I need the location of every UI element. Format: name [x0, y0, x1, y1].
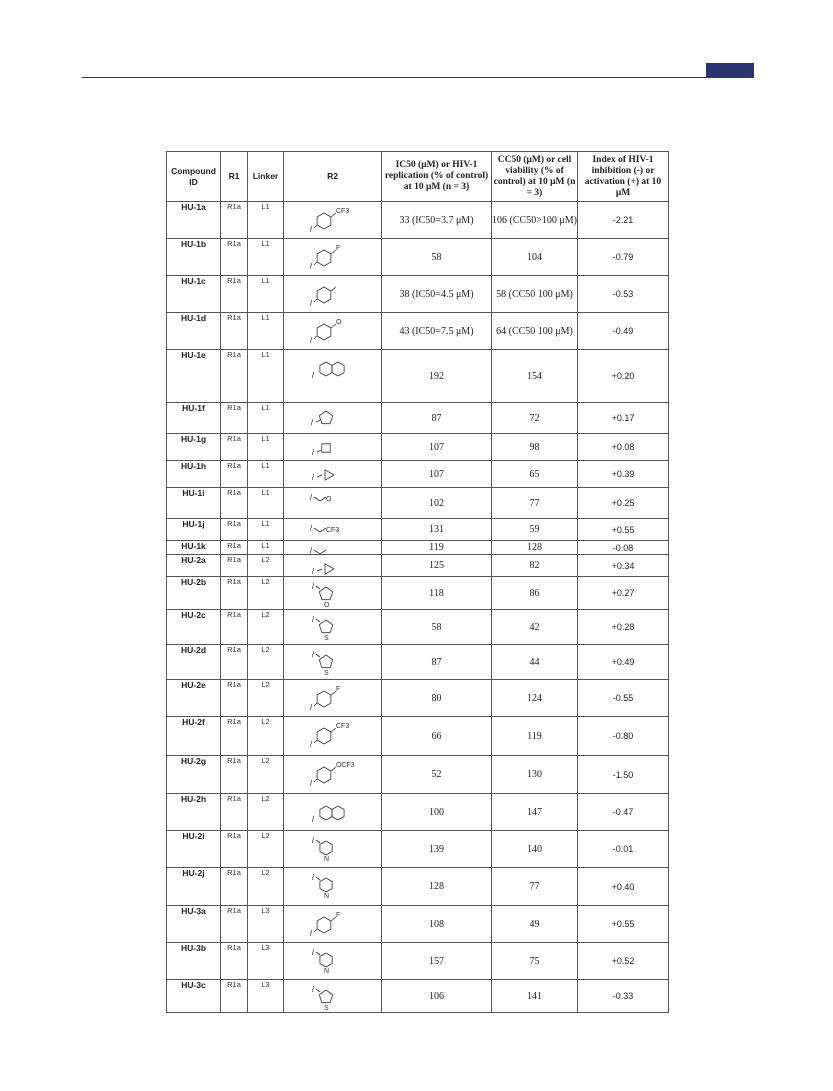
ic50-cell: 38 (IC50=4.5 μM) — [382, 276, 492, 313]
linker-cell: L1 — [248, 313, 284, 350]
r2-structure-cell — [284, 645, 382, 680]
r2-structure-cell — [284, 541, 382, 555]
index-cell: +0.40 — [578, 868, 669, 906]
r2-structure-cell — [284, 350, 382, 403]
ic50-cell: 107 — [382, 461, 492, 488]
cc50-cell: 65 — [492, 461, 578, 488]
compound-table — [166, 151, 669, 1013]
compound-id-cell: HU-1e — [167, 350, 221, 403]
table-row — [167, 906, 669, 943]
index-cell: +0.55 — [578, 519, 669, 541]
table-row — [167, 313, 669, 350]
cc50-cell: 124 — [492, 680, 578, 717]
table-row — [167, 980, 669, 1013]
ic50-cell: 106 — [382, 980, 492, 1013]
compound-id-cell: HU-2a — [167, 555, 221, 577]
cc50-cell: 77 — [492, 868, 578, 906]
ic50-cell: 66 — [382, 717, 492, 756]
compound-id-cell: HU-2j — [167, 868, 221, 906]
r1-cell: R1a — [221, 645, 248, 680]
index-cell: -0.33 — [578, 980, 669, 1013]
header-rule — [82, 77, 754, 78]
compound-id-cell: HU-1j — [167, 519, 221, 541]
svg-text:CF3: CF3 — [336, 723, 350, 730]
r2-structure-cell — [284, 313, 382, 350]
cc50-cell: 147 — [492, 794, 578, 831]
index-cell: +0.55 — [578, 906, 669, 943]
linker-cell: L1 — [248, 403, 284, 434]
ic50-cell: 128 — [382, 868, 492, 906]
index-cell: -0.08 — [578, 541, 669, 555]
header-r1: R1 — [221, 152, 248, 202]
index-cell: +0.20 — [578, 350, 669, 403]
index-cell: -0.79 — [578, 239, 669, 276]
r1-cell: R1a — [221, 831, 248, 868]
ic50-cell: 119 — [382, 541, 492, 555]
cc50-cell: 128 — [492, 541, 578, 555]
svg-text:F: F — [336, 686, 341, 693]
r1-cell: R1a — [221, 403, 248, 434]
table-row — [167, 610, 669, 645]
r1-cell: R1a — [221, 276, 248, 313]
table-row — [167, 645, 669, 680]
r2-structure-cell — [284, 434, 382, 461]
table-row — [167, 276, 669, 313]
table-row — [167, 434, 669, 461]
compound-id-cell: HU-1i — [167, 488, 221, 519]
r1-cell: R1a — [221, 202, 248, 239]
svg-text:O: O — [336, 319, 342, 326]
linker-cell: L2 — [248, 645, 284, 680]
linker-cell: L2 — [248, 831, 284, 868]
compound-id-cell: HU-1c — [167, 276, 221, 313]
r2-structure-cell — [284, 488, 382, 519]
r2-structure-cell — [284, 239, 382, 276]
table-row — [167, 202, 669, 239]
table-row — [167, 717, 669, 756]
cc50-cell: 130 — [492, 756, 578, 794]
svg-text:O: O — [324, 602, 330, 609]
linker-cell: L2 — [248, 680, 284, 717]
compound-id-cell: HU-2h — [167, 794, 221, 831]
r2-structure-cell — [284, 906, 382, 943]
ic50-cell: 87 — [382, 645, 492, 680]
cc50-cell: 44 — [492, 645, 578, 680]
linker-cell: L2 — [248, 610, 284, 645]
ic50-cell: 87 — [382, 403, 492, 434]
index-cell: -0.80 — [578, 717, 669, 756]
r2-structure-cell — [284, 943, 382, 980]
linker-cell: L3 — [248, 943, 284, 980]
index-cell: +0.27 — [578, 577, 669, 610]
r2-structure-cell — [284, 555, 382, 577]
table-row — [167, 239, 669, 276]
cc50-cell: 49 — [492, 906, 578, 943]
r1-cell: R1a — [221, 610, 248, 645]
linker-cell: L1 — [248, 541, 284, 555]
index-cell: +0.28 — [578, 610, 669, 645]
r2-structure-cell — [284, 868, 382, 906]
compound-id-cell: HU-3c — [167, 980, 221, 1013]
compound-id-cell: HU-3a — [167, 906, 221, 943]
table-row — [167, 794, 669, 831]
linker-cell: L1 — [248, 350, 284, 403]
r2-structure-cell — [284, 461, 382, 488]
table-header-row — [167, 152, 669, 202]
table-row — [167, 541, 669, 555]
index-cell: +0.25 — [578, 488, 669, 519]
table-row — [167, 756, 669, 794]
cc50-cell: 64 (CC50 100 μM) — [492, 313, 578, 350]
header-cc50: CC50 (μM) or cell viability (% of control) at 10 μM (n = 3) — [492, 152, 578, 202]
header-index: Index of HIV-1 inhibition (-) or activation (+) at 10 μM — [578, 152, 669, 202]
r2-structure-cell — [284, 276, 382, 313]
table-row — [167, 403, 669, 434]
compound-id-cell: HU-2f — [167, 717, 221, 756]
table-row — [167, 488, 669, 519]
r1-cell: R1a — [221, 717, 248, 756]
svg-text:N: N — [324, 856, 330, 863]
index-cell: +0.52 — [578, 943, 669, 980]
ic50-cell: 43 (IC50=7.5 μM) — [382, 313, 492, 350]
index-cell: -0.01 — [578, 831, 669, 868]
cc50-cell: 104 — [492, 239, 578, 276]
svg-text:CF3: CF3 — [336, 208, 350, 215]
table-row — [167, 519, 669, 541]
compound-id-cell: HU-2e — [167, 680, 221, 717]
cc50-cell: 119 — [492, 717, 578, 756]
svg-text:F: F — [336, 245, 341, 252]
index-cell: +0.34 — [578, 555, 669, 577]
compound-id-cell: HU-2c — [167, 610, 221, 645]
index-cell: -1.50 — [578, 756, 669, 794]
r2-structure-cell — [284, 610, 382, 645]
table-row — [167, 350, 669, 403]
linker-cell: L3 — [248, 980, 284, 1013]
svg-text:S: S — [324, 635, 329, 642]
cc50-cell: 42 — [492, 610, 578, 645]
page-tab — [706, 63, 754, 78]
svg-text:F: F — [336, 912, 341, 919]
cc50-cell: 86 — [492, 577, 578, 610]
cc50-cell: 98 — [492, 434, 578, 461]
compound-id-cell: HU-1a — [167, 202, 221, 239]
r1-cell: R1a — [221, 756, 248, 794]
r2-structure-cell — [284, 403, 382, 434]
r1-cell: R1a — [221, 906, 248, 943]
table-row — [167, 555, 669, 577]
table-row — [167, 868, 669, 906]
ic50-cell: 125 — [382, 555, 492, 577]
r1-cell: R1a — [221, 980, 248, 1013]
cc50-cell: 154 — [492, 350, 578, 403]
linker-cell: L3 — [248, 906, 284, 943]
svg-text:N: N — [324, 893, 330, 900]
compound-id-cell: HU-2i — [167, 831, 221, 868]
ic50-cell: 108 — [382, 906, 492, 943]
cc50-cell: 141 — [492, 980, 578, 1013]
cc50-cell: 140 — [492, 831, 578, 868]
linker-cell: L1 — [248, 434, 284, 461]
table-row — [167, 943, 669, 980]
cc50-cell: 59 — [492, 519, 578, 541]
ic50-cell: 107 — [382, 434, 492, 461]
index-cell: +0.39 — [578, 461, 669, 488]
r1-cell: R1a — [221, 868, 248, 906]
index-cell: +0.17 — [578, 403, 669, 434]
r1-cell: R1a — [221, 519, 248, 541]
r1-cell: R1a — [221, 541, 248, 555]
r2-structure-cell — [284, 831, 382, 868]
index-cell: -0.53 — [578, 276, 669, 313]
compound-id-cell: HU-1g — [167, 434, 221, 461]
cc50-cell: 77 — [492, 488, 578, 519]
ic50-cell: 33 (IC50=3.7 μM) — [382, 202, 492, 239]
r1-cell: R1a — [221, 555, 248, 577]
ic50-cell: 139 — [382, 831, 492, 868]
header-ic50: IC50 (μM) or HIV-1 replication (% of control) at 10 μM (n = 3) — [382, 152, 492, 202]
compound-id-cell: HU-2g — [167, 756, 221, 794]
r1-cell: R1a — [221, 239, 248, 276]
ic50-cell: 52 — [382, 756, 492, 794]
index-cell: -0.55 — [578, 680, 669, 717]
linker-cell: L1 — [248, 461, 284, 488]
r1-cell: R1a — [221, 350, 248, 403]
ic50-cell: 131 — [382, 519, 492, 541]
r2-structure-cell — [284, 717, 382, 756]
r1-cell: R1a — [221, 943, 248, 980]
table-row — [167, 461, 669, 488]
compound-id-cell: HU-1k — [167, 541, 221, 555]
index-cell: -0.47 — [578, 794, 669, 831]
r2-structure-cell — [284, 680, 382, 717]
r1-cell: R1a — [221, 794, 248, 831]
svg-text:N: N — [324, 968, 330, 975]
index-cell: -0.49 — [578, 313, 669, 350]
ic50-cell: 58 — [382, 239, 492, 276]
r1-cell: R1a — [221, 461, 248, 488]
linker-cell: L2 — [248, 717, 284, 756]
ic50-cell: 80 — [382, 680, 492, 717]
cc50-cell: 106 (CC50>100 μM) — [492, 202, 578, 239]
ic50-cell: 58 — [382, 610, 492, 645]
svg-text:O: O — [326, 496, 332, 503]
r2-structure-cell — [284, 756, 382, 794]
svg-text:S: S — [324, 670, 329, 677]
linker-cell: L2 — [248, 794, 284, 831]
compound-id-cell: HU-1f — [167, 403, 221, 434]
r2-structure-cell — [284, 794, 382, 831]
linker-cell: L1 — [248, 519, 284, 541]
linker-cell: L1 — [248, 239, 284, 276]
cc50-cell: 58 (CC50 100 μM) — [492, 276, 578, 313]
r1-cell: R1a — [221, 680, 248, 717]
ic50-cell: 157 — [382, 943, 492, 980]
table-row — [167, 577, 669, 610]
linker-cell: L1 — [248, 488, 284, 519]
linker-cell: L1 — [248, 276, 284, 313]
compound-id-cell: HU-2d — [167, 645, 221, 680]
r1-cell: R1a — [221, 434, 248, 461]
compound-id-cell: HU-1d — [167, 313, 221, 350]
linker-cell: L1 — [248, 202, 284, 239]
index-cell: +0.08 — [578, 434, 669, 461]
ic50-cell: 102 — [382, 488, 492, 519]
compound-id-cell: HU-1h — [167, 461, 221, 488]
index-cell: +0.49 — [578, 645, 669, 680]
header-linker: Linker — [248, 152, 284, 202]
svg-text:OCF3: OCF3 — [336, 762, 355, 769]
r1-cell: R1a — [221, 313, 248, 350]
linker-cell: L2 — [248, 555, 284, 577]
r2-structure-cell — [284, 202, 382, 239]
cc50-cell: 72 — [492, 403, 578, 434]
header-r2: R2 — [284, 152, 382, 202]
header-compound-id: Compound ID — [167, 152, 221, 202]
r1-cell: R1a — [221, 577, 248, 610]
ic50-cell: 100 — [382, 794, 492, 831]
compound-id-cell: HU-2b — [167, 577, 221, 610]
ic50-cell: 192 — [382, 350, 492, 403]
compound-id-cell: HU-1b — [167, 239, 221, 276]
svg-text:S: S — [324, 1005, 329, 1012]
cc50-cell: 82 — [492, 555, 578, 577]
table-row — [167, 680, 669, 717]
r2-structure-cell — [284, 519, 382, 541]
ic50-cell: 118 — [382, 577, 492, 610]
svg-text:CF3: CF3 — [326, 527, 340, 534]
linker-cell: L2 — [248, 868, 284, 906]
index-cell: -2.21 — [578, 202, 669, 239]
linker-cell: L2 — [248, 756, 284, 794]
cc50-cell: 75 — [492, 943, 578, 980]
r2-structure-cell — [284, 577, 382, 610]
linker-cell: L2 — [248, 577, 284, 610]
r1-cell: R1a — [221, 488, 248, 519]
table-row — [167, 831, 669, 868]
compound-id-cell: HU-3b — [167, 943, 221, 980]
r2-structure-cell — [284, 980, 382, 1013]
